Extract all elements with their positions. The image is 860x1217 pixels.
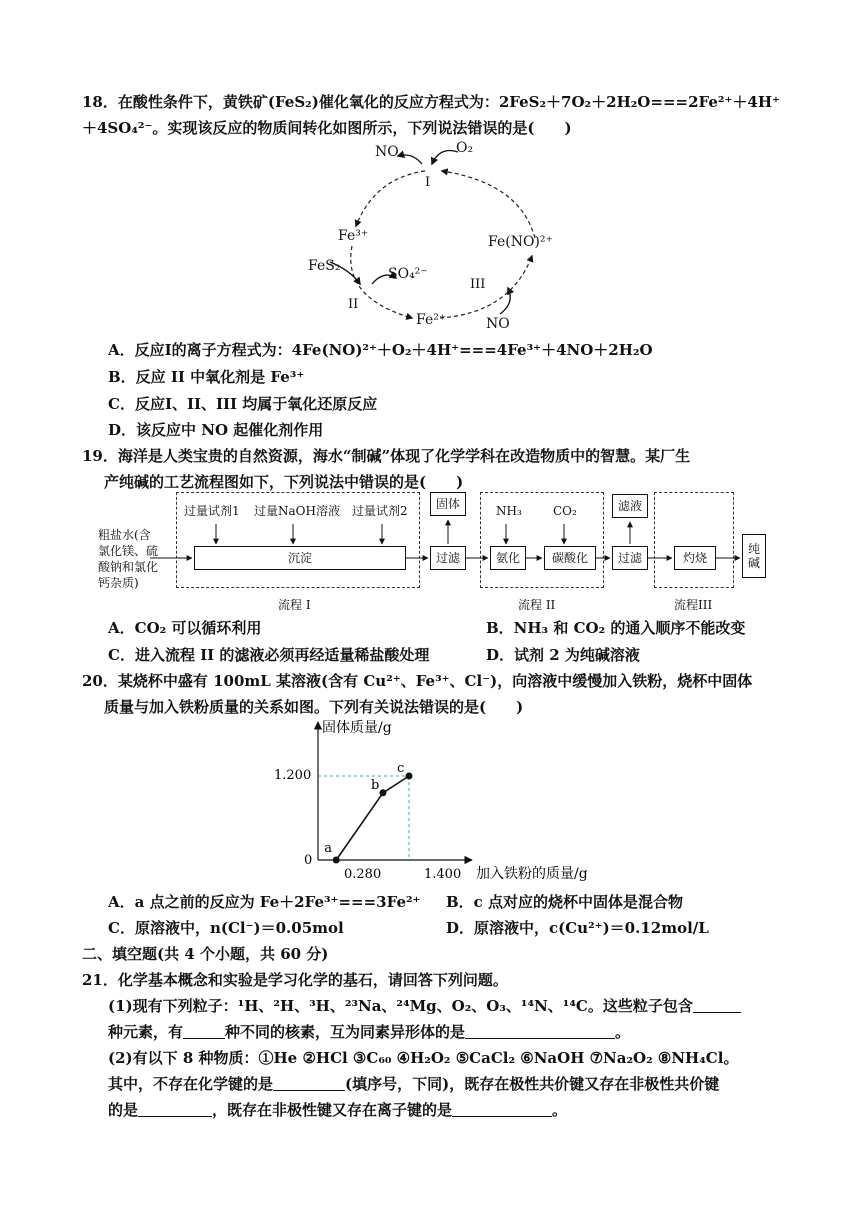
reagent-naoh: 过量NaOH溶液: [254, 504, 340, 518]
filter1-box: 过滤: [430, 546, 466, 570]
q19-stem-line2: 产纯碱的工艺流程图如下，下列说法中错误的是( ): [104, 473, 464, 491]
q20-stem-line2: 质量与加入铁粉质量的关系如图。下列有关说法错误的是( ): [104, 698, 524, 716]
q20-option-d: D．原溶液中，c(Cu²⁺)＝0.12mol/L: [446, 919, 709, 937]
q21-p2-line2b: (填序号，下同)，既存在极性共价键又存在非极性共价键: [345, 1075, 720, 1093]
q19-option-c: C．进入流程 II 的滤液必须再经适量稀盐酸处理: [108, 646, 430, 664]
diagram-label-fe3: Fe³⁺: [338, 228, 369, 244]
q19-option-a: A．CO₂ 可以循环利用: [108, 619, 262, 637]
calcine-label: 灼烧: [682, 551, 707, 565]
carbonation-box: 碳酸化: [544, 546, 596, 570]
y-tick-label: 1.200: [274, 768, 312, 783]
arrow-o2-in: [432, 151, 458, 165]
blank-polar-nonpolar[interactable]: [138, 1103, 212, 1117]
nh3-label: NH₃: [496, 504, 522, 518]
product-label-1: 纯: [747, 542, 760, 556]
q21-p2-line3: [108, 1100, 567, 1120]
flow-arrows: [150, 510, 780, 580]
q21-p2-line2a: 其中，不存在化学键的是: [108, 1075, 274, 1093]
x-tick-label-2: 1.400: [424, 867, 462, 882]
diagram-label-so4: SO₄²⁻: [388, 266, 428, 282]
cycle-arc-right-bottom: [440, 256, 532, 318]
diagram-label-feno: Fe(NO)²⁺: [488, 234, 553, 250]
q19-option-d: D．试剂 2 为纯碱溶液: [486, 646, 640, 664]
q21-p2-line3b: ，既存在非极性键又存在离子键的是: [212, 1101, 453, 1119]
q18-option-d: D．该反应中 NO 起催化剂作用: [108, 421, 324, 439]
diagram-label-o2: O₂: [456, 140, 474, 156]
filter2-box: 过滤: [612, 546, 648, 570]
stage2-label: 流程 II: [518, 598, 556, 612]
diagram-label-no-top: NO: [375, 144, 399, 160]
q20-chart: [260, 716, 820, 886]
origin-label: 0: [304, 853, 313, 868]
data-point-c: [406, 773, 413, 780]
stage3-label: 流程III: [674, 598, 713, 612]
q19-option-b: B．NH₃ 和 CO₂ 的通入顺序不能改变: [486, 619, 746, 637]
reagent-2: 过量试剂2: [352, 504, 408, 518]
precipitate-box: 沉淀: [194, 546, 406, 570]
q21-p2-line3c: 。: [552, 1101, 568, 1119]
stage1-label: 流程 I: [278, 598, 311, 612]
diagram-label-no-bottom: NO: [486, 316, 510, 332]
reagent-1: 过量试剂1: [184, 504, 240, 518]
diagram-label-ii: II: [348, 297, 359, 312]
blank-element-count[interactable]: [693, 999, 741, 1013]
q18-stem-line2: ＋4SO₄²⁻。实现该反应的物质间转化如图所示，下列说法错误的是( ): [82, 119, 572, 137]
data-point-b: [380, 789, 387, 796]
flow-input-line3: 酸钠和氯化: [98, 560, 159, 574]
filtrate-box: 滤液: [612, 494, 648, 518]
arrow-no-in: [500, 288, 510, 314]
q18-option-b: B．反应 II 中氧化剂是 Fe³⁺: [108, 368, 305, 386]
q21-p1-line2a: 种元素，有: [108, 1023, 184, 1041]
q21-p1-line2c: 。: [615, 1023, 631, 1041]
data-point-a: [333, 857, 340, 864]
diagram-label-iii: III: [470, 277, 486, 292]
blank-allotropes[interactable]: [465, 1025, 615, 1039]
q20-option-b: B．c 点对应的烧杯中固体是混合物: [446, 893, 684, 911]
flow-input-line1: 粗盐水(含: [98, 528, 151, 542]
q21-p1-line1-text: (1)现有下列粒子：¹H、²H、³H、²³Na、²⁴Mg、O₂、O₃、¹⁴N、¹⁴C。这些粒子包含: [108, 997, 693, 1015]
q21-p2-line1: (2)有以下 8 种物质：①He ②HCl ③C₆₀ ④H₂O₂ ⑤CaCl₂ ⑥NaOH ⑦Na₂O₂ ⑧NH₄Cl。: [108, 1049, 739, 1067]
flow-input-line2: 氯化镁、硫: [98, 544, 159, 558]
cycle-arc-right-top: [442, 171, 535, 238]
blank-no-bond[interactable]: [273, 1077, 345, 1091]
q21-stem: 21．化学基本概念和实验是学习化学的基石，请回答下列问题。: [82, 971, 508, 989]
q20-option-c: C．原溶液中，n(Cl⁻)＝0.05mol: [108, 919, 344, 937]
q21-p1-line2b: 种不同的核素，互为同素异形体的是: [225, 1023, 466, 1041]
data-point-label-c: c: [397, 761, 405, 776]
q21-p2-line3a: 的是: [108, 1101, 139, 1119]
section2-heading: 二、填空题(共 4 个小题，共 60 分): [82, 945, 329, 963]
blank-nuclide-count[interactable]: [183, 1025, 225, 1039]
q21-p1-line2: [108, 1022, 630, 1042]
q18-option-a: A．反应I的离子方程式为：4Fe(NO)²⁺＋O₂＋4H⁺===4Fe³⁺＋4NO＋2H₂O: [108, 341, 653, 359]
ammoniation-box: 氨化: [490, 546, 526, 570]
flow-input-line4: 钙杂质): [98, 576, 139, 590]
q18-stem-line1: 18．在酸性条件下，黄铁矿(FeS₂)催化氧化的反应方程式为：2FeS₂＋7O₂＋2H₂O===2Fe²⁺＋4H⁺: [82, 93, 780, 111]
q18-option-c: C．反应I、II、III 均属于氧化还原反应: [108, 395, 378, 413]
q20-stem-line1: 20．某烧杯中盛有 100mL 某溶液(含有 Cu²⁺、Fe³⁺、Cl⁻)，向溶液中缓慢加入铁粉，烧杯中固体: [82, 672, 753, 690]
diagram-label-fe2: Fe²⁺: [416, 312, 447, 328]
solid-box: 固体: [430, 492, 466, 516]
x-tick-label-1: 0.280: [344, 867, 382, 882]
q20-option-a: A．a 点之前的反应为 Fe＋2Fe³⁺===3Fe²⁺: [108, 893, 421, 911]
diagram-label-i: I: [425, 175, 431, 190]
data-point-label-b: b: [371, 777, 380, 793]
cycle-arc-left-top: [356, 171, 425, 226]
arrow-no-out: [398, 155, 422, 164]
data-point-label-a: a: [324, 841, 332, 856]
cycle-arc-left-bottom: [351, 246, 412, 318]
product-label-2: 碱: [747, 556, 760, 570]
q19-stem-line1: 19．海洋是人类宝贵的自然资源，海水“制碱”体现了化学学科在改造物质中的智慧。某厂生: [82, 447, 691, 465]
blank-nonpolar-ionic[interactable]: [452, 1103, 552, 1117]
y-axis-label: 固体质量/g: [322, 720, 392, 736]
x-axis-label: 加入铁粉的质量/g: [476, 866, 588, 882]
diagram-label-fes2: FeS₂: [308, 258, 341, 274]
q21-p2-line2: [108, 1074, 719, 1094]
co2-label: CO₂: [553, 504, 577, 518]
q21-p1-line1: [108, 996, 741, 1016]
